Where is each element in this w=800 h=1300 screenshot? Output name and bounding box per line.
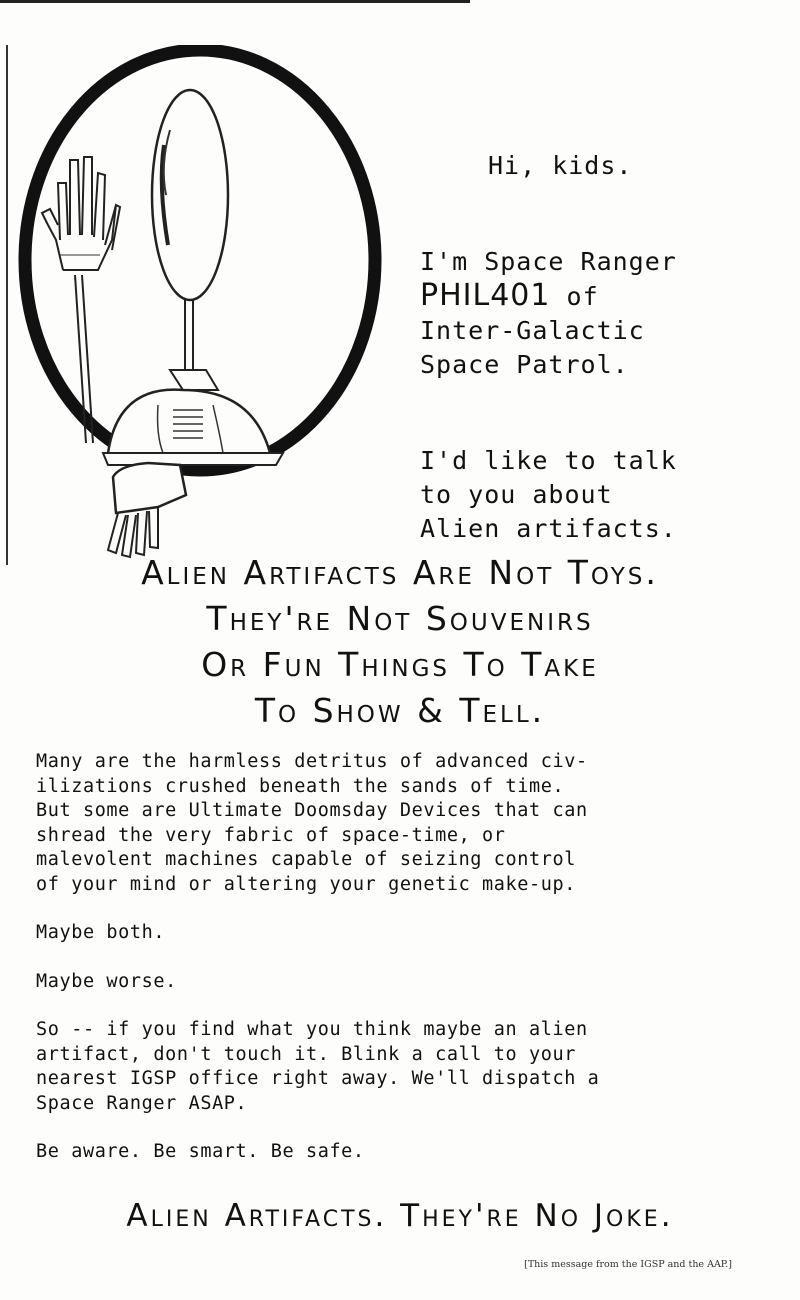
body-paragraph-1: Many are the harmless detritus of advanced civ- ilizations crushed beneath the sands of time. But some are Ultimate Doomsday Devices that can shread the very fabric of space-time, or malevolent machines capable of seizing control of your mind or altering your genetic make-up. — [36, 751, 588, 895]
intro-line-2-suffix: of — [550, 282, 599, 311]
body-paragraph-3: Maybe worse. — [36, 970, 177, 992]
ranger-intro — [420, 245, 800, 382]
intro-topic: I'd like to talk to you about Alien artifacts. — [420, 446, 677, 543]
top-border-line — [0, 0, 470, 3]
closing-slogan: Alien Artifacts. They're No Joke. — [126, 1198, 674, 1234]
footnote: [This message from the IGSP and the AAP.] — [524, 1259, 732, 1270]
ranger-callsign: PHIL401 — [420, 278, 551, 313]
intro-block — [420, 115, 800, 608]
body-paragraph-2: Maybe both. — [36, 922, 166, 943]
greeting: Hi, kids. — [488, 151, 633, 180]
body-paragraph-4: So -- if you find what you think maybe an alien artifact, don't touch it. Blink a call to your nearest IGSP office right away. We'll dispatch a Space Ranger ASAP. — [36, 1019, 600, 1114]
body-paragraph-5: Be aware. Be smart. Be safe. — [36, 1141, 365, 1162]
intro-line-3: Inter-Galactic Space Patrol. — [420, 316, 645, 379]
body-text — [36, 750, 776, 1189]
intro-line-1: I'm Space Ranger — [420, 247, 677, 276]
alien-ranger-portrait-icon — [8, 45, 408, 565]
headline: Alien Artifacts Are Not Toys. They're Not Souvenirs Or Fun Things To Take To Show & Tell. — [141, 553, 659, 730]
